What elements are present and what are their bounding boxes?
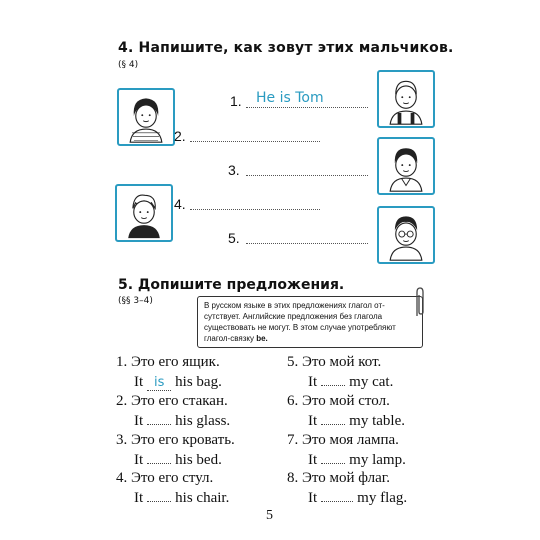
ex-7-fill[interactable] (321, 453, 345, 464)
note-line-3: существовать не могут. В этом случае употребляют (204, 323, 396, 332)
ex-2-fill[interactable] (147, 414, 171, 425)
task4-num-5: 5. (228, 230, 240, 246)
ex-6-ru (287, 393, 390, 410)
task4-answer-line-1[interactable] (246, 106, 368, 108)
ex-7-ru (287, 432, 399, 449)
boy-portrait-5 (377, 206, 435, 264)
ex-3-en-a: It (134, 452, 144, 468)
ex-4-en (134, 490, 229, 507)
ex-8-fill[interactable] (321, 491, 353, 502)
ex-2-en-b: his glass. (175, 413, 231, 429)
ex-8-ru-text: Это мой флаг. (302, 470, 390, 486)
ex-8-num: 8. (287, 470, 299, 486)
ex-6-en-b: my table. (349, 413, 405, 429)
task4-title: 4. Напишите, как зовут этих мальчиков. (118, 40, 454, 56)
task5-section-ref: (§§ 3–4) (118, 296, 153, 306)
ex-4-fill[interactable] (147, 491, 171, 502)
ex-2-ru (116, 393, 228, 410)
ex-3-fill[interactable] (147, 453, 171, 464)
task4-num-4: 4. (174, 196, 186, 212)
ex-8-en-a: It (308, 490, 318, 506)
ex-4-en-a: It (134, 490, 144, 506)
note-line-2: сутствует. Английские предложения без глагола (204, 312, 383, 321)
note-line-1: В русском языке в этих предложениях глагол от- (204, 301, 385, 310)
ex-7-ru-text: Это моя лампа. (302, 432, 399, 448)
ex-1-ru-text: Это его ящик. (131, 354, 220, 370)
ex-1-en-b: his bag. (175, 374, 222, 390)
paperclip-icon (414, 286, 426, 320)
ex-5-fill[interactable] (321, 375, 345, 386)
ex-5-en-b: my cat. (349, 374, 394, 390)
ex-2-ru-text: Это его стакан. (131, 393, 228, 409)
ex-7-en (308, 452, 406, 469)
ex-6-en-a: It (308, 413, 318, 429)
ex-3-ru (116, 432, 235, 449)
ex-7-num: 7. (287, 432, 299, 448)
ex-4-num: 4. (116, 470, 128, 486)
ex-6-ru-text: Это мой стол. (302, 393, 390, 409)
ex-7-en-b: my lamp. (349, 452, 406, 468)
ex-1-en (134, 374, 222, 391)
ex-6-num: 6. (287, 393, 299, 409)
ex-5-ru (287, 354, 381, 371)
ex-2-num: 2. (116, 393, 128, 409)
ex-1-en-a: It (134, 374, 144, 390)
task4-num-1: 1. (230, 93, 242, 109)
task4-answer-line-2[interactable] (190, 140, 320, 142)
ex-4-ru-text: Это его стул. (131, 470, 214, 486)
ex-5-en (308, 374, 393, 391)
ex-2-en (134, 413, 230, 430)
ex-1-num: 1. (116, 354, 128, 370)
page-number: 5 (266, 508, 273, 523)
boy-portrait-4 (115, 184, 173, 242)
boy-portrait-2 (377, 70, 435, 128)
ex-3-en (134, 452, 222, 469)
note-bold-word: be. (256, 334, 268, 343)
ex-3-num: 3. (116, 432, 128, 448)
ex-3-ru-text: Это его кровать. (131, 432, 235, 448)
ex-3-en-b: his bed. (175, 452, 222, 468)
ex-6-fill[interactable] (321, 414, 345, 425)
ex-7-en-a: It (308, 452, 318, 468)
task4-section-ref: (§ 4) (118, 60, 139, 70)
note-line-4: глагол-связку (204, 334, 257, 343)
ex-1-fill[interactable]: is (147, 375, 171, 391)
task4-num-3: 3. (228, 162, 240, 178)
task4-answer-line-4[interactable] (190, 208, 320, 210)
task5-title: 5. Допишите предложения. (118, 277, 345, 293)
ex-5-num: 5. (287, 354, 299, 370)
ex-8-ru (287, 470, 390, 487)
ex-5-ru-text: Это мой кот. (302, 354, 382, 370)
ex-4-en-b: his chair. (175, 490, 230, 506)
ex-1-ru (116, 354, 220, 371)
boy-portrait-3 (377, 137, 435, 195)
boy-portrait-1 (117, 88, 175, 146)
ex-2-en-a: It (134, 413, 144, 429)
task4-answer-line-5[interactable] (246, 242, 368, 244)
ex-8-en-b: my flag. (357, 490, 408, 506)
ex-5-en-a: It (308, 374, 318, 390)
ex-4-ru (116, 470, 213, 487)
ex-8-en (308, 490, 407, 507)
task4-answer-line-3[interactable] (246, 174, 368, 176)
task4-answer-1: He is Tom (256, 90, 324, 106)
grammar-note (197, 296, 423, 348)
ex-6-en (308, 413, 405, 430)
task4-num-2: 2. (174, 128, 186, 144)
